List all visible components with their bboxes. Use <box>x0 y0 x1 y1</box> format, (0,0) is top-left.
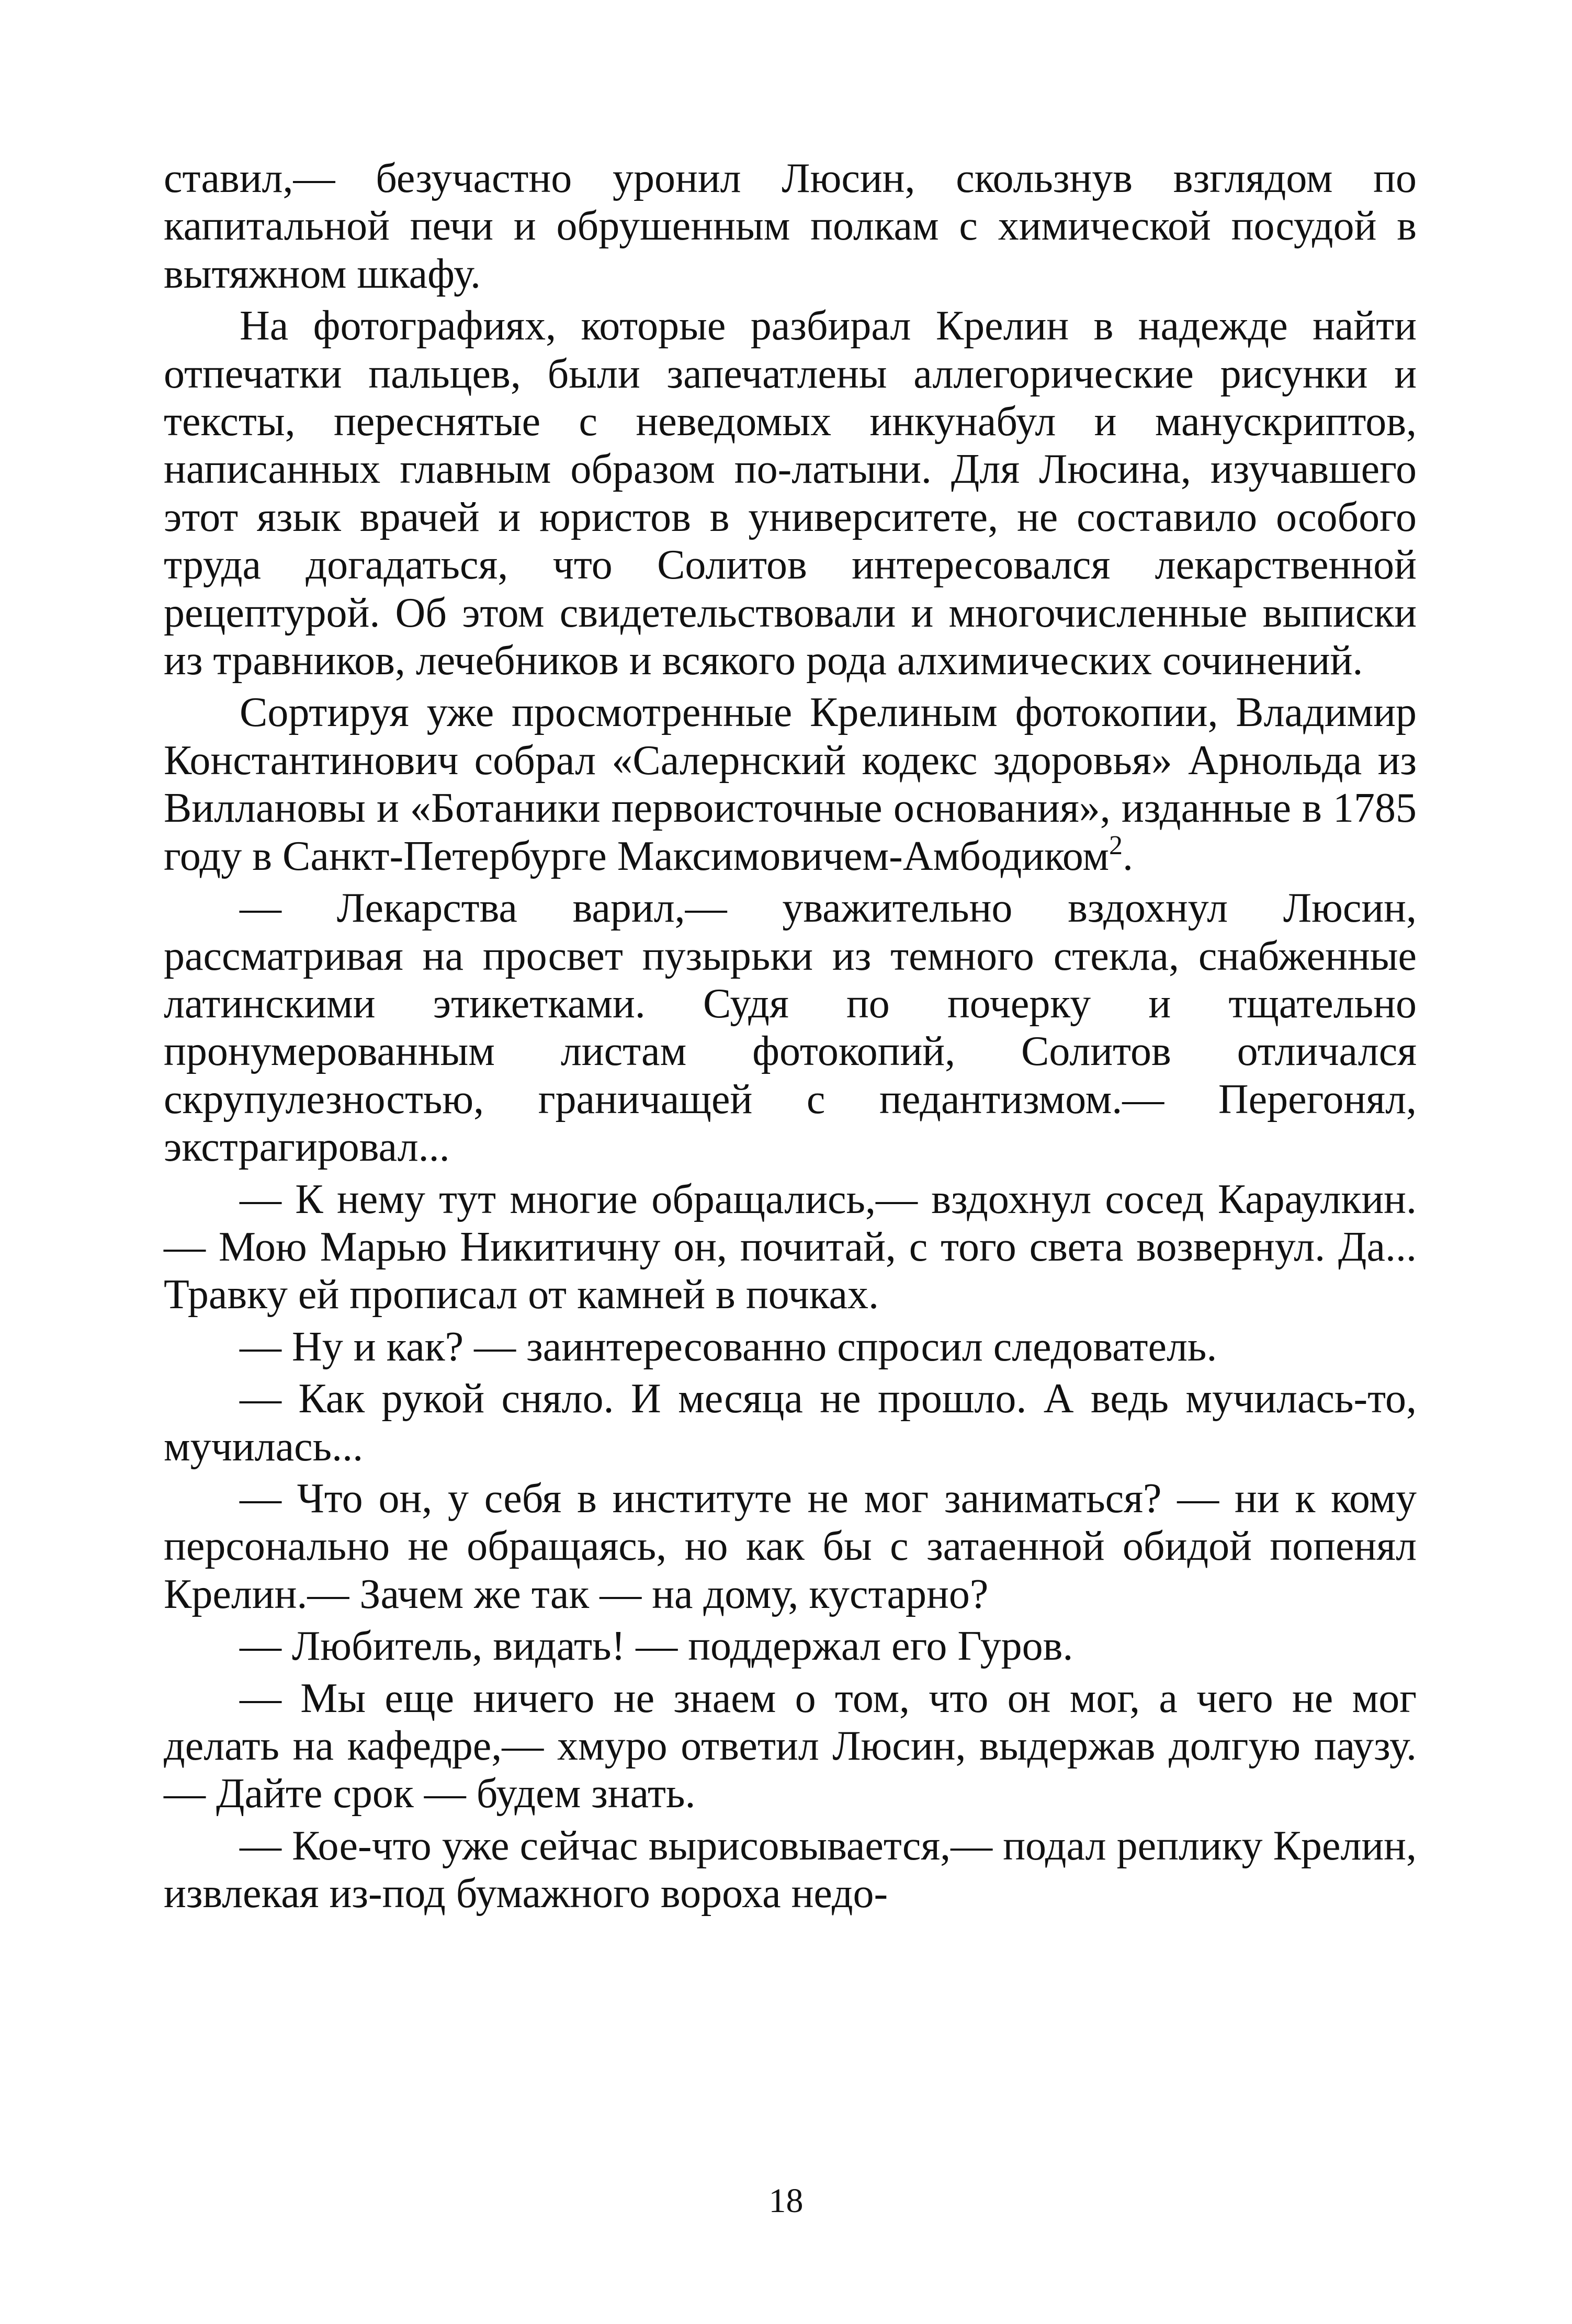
paragraph-9: — Любитель, видать! — поддержал его Гуров. <box>240 1623 1073 1670</box>
paragraph-6: — Ну и как? — заинтересованно спросил следователь. <box>240 1323 1217 1370</box>
paragraph-4: — Лекарства варил,— уважительно вздохнул Люсин, рассматривая на просвет пузырьки из темного стекла, снабженные латинскими этикетками. Судя по почерку и тщательно пронумерованным листам фотокопий, Солитов отличался скрупулезностью, граничащей с педантизмом.— Перегонял, экстрагировал... <box>164 885 1417 1171</box>
paragraph-1: ставил,— безучастно уронил Люсин, скользнув взглядом по капитальной печи и обрушенным полкам с химической посудой в вытяжном шкафу. <box>164 155 1417 297</box>
paragraph-11: — Кое-что уже сейчас вырисовывается,— подал реплику Крелин, извлекая из-под бумажного вороха недо- <box>164 1822 1417 1917</box>
body-text <box>164 155 1417 1918</box>
paragraph-5: — К нему тут многие обращались,— вздохнул сосед Караулкин.— Мою Марью Никитичну он, почитай, с того света возвернул. Да... Травку ей прописал от камней в почках. <box>164 1176 1417 1318</box>
paragraph-10: — Мы еще ничего не знаем о том, что он мог, а чего не мог делать на кафедре,— хмуро ответил Люсин, выдержав долгую паузу.— Дайте срок — будем знать. <box>164 1675 1417 1817</box>
page-number: 18 <box>768 2182 804 2220</box>
paragraph-3: Сортируя уже просмотренные Крелиным фотокопии, Владимир Константинович собрал «Салернский кодекс здоровья» Арнольда из Виллановы и «Ботаники первоисточные основания», изданные в 1785 году в Санкт-Петербурге Максимовичем-Амбодиком$^2$. <box>164 689 1417 879</box>
paragraph-7: — Как рукой сняло. И месяца не прошло. А ведь мучилась-то, мучилась... <box>164 1376 1417 1470</box>
paragraph-2: На фотографиях, которые разбирал Крелин в надежде найти отпечатки пальцев, были запечатлены аллегорические рисунки и тексты, переснятые с неведомых инкунабул и манускриптов, написанных главным образом по-латыни. Для Люсина, изучавшего этот язык врачей и юристов в университете, не составило особого труда догадаться, что Солитов интересовался лекарственной рецептурой. Об этом свидетельствовали и многочисленные выписки из травников, лечебников и всякого рода алхимических сочинений. <box>164 303 1417 684</box>
paragraph-8: — Что он, у себя в институте не мог заниматься? — ни к кому персонально не обращаясь, но как бы с затаенной обидой попенял Крелин.— Зачем же так — на дому, кустарно? <box>164 1475 1417 1617</box>
footnote-marker: 2 <box>1109 830 1123 860</box>
